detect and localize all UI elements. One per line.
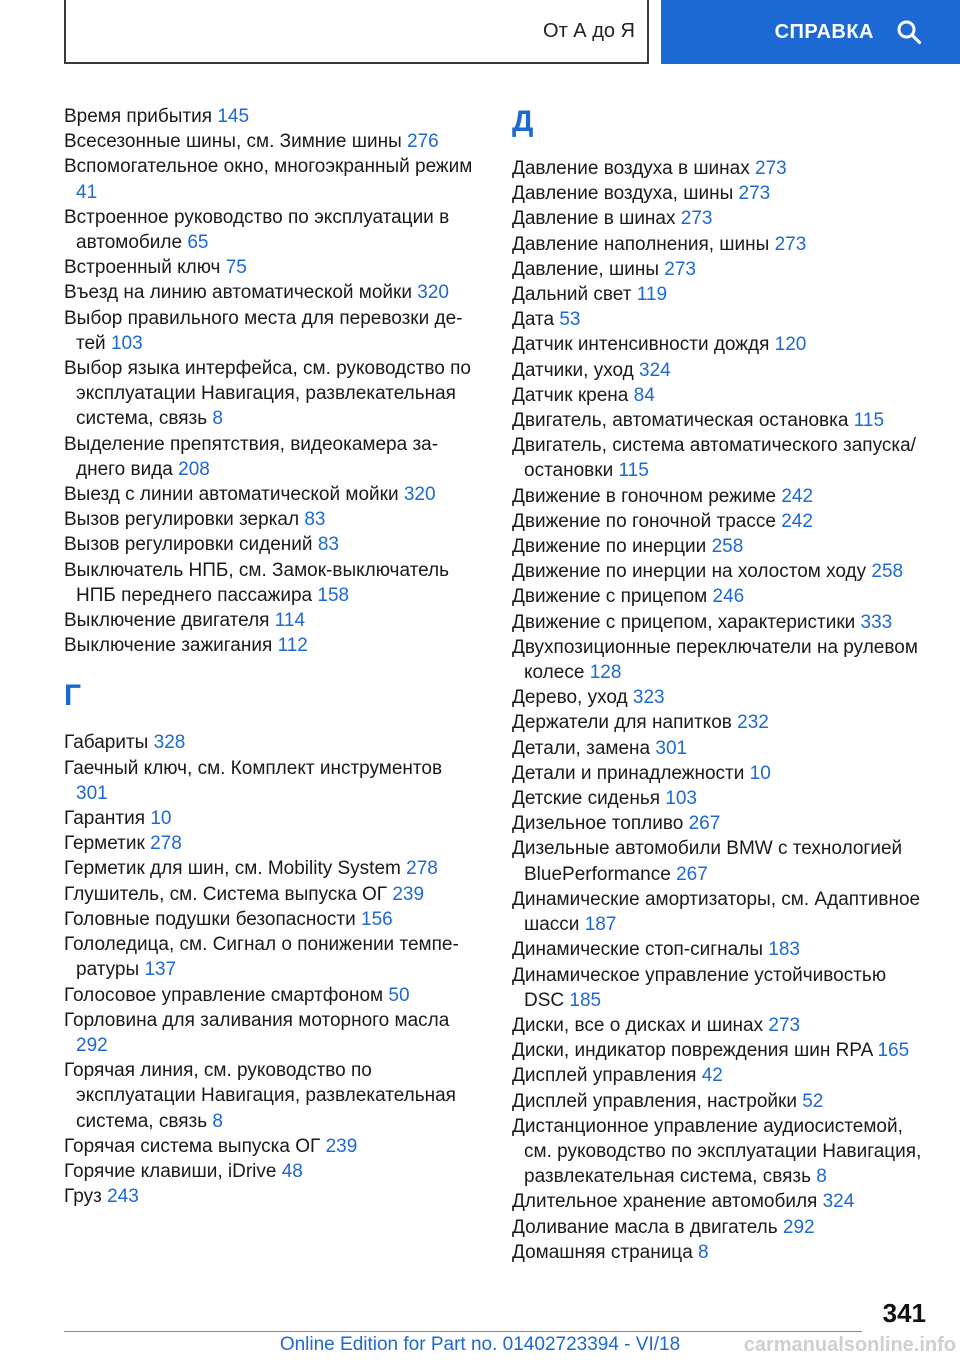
index-entry (512, 257, 928, 282)
index-page-link[interactable]: 258 (871, 561, 904, 583)
index-entry-text: Дистанционное управление аудиосистемой, см. руководство по эксплуатации Навигация, развлекательная система, связь (512, 1115, 922, 1188)
index-entry (64, 882, 474, 907)
edition-footer: Online Edition for Part no. 01402723394 - VI/18 (279, 1334, 681, 1355)
index-entry-text: Движение по инерции (512, 536, 707, 558)
index-entry-text: Выключение двигателя (64, 610, 270, 632)
index-entry-text: Движение по гоночной трассе (512, 510, 776, 532)
index-entry-text: Выбор языка интерфейса, см. руководство по эксплуатации Навигация, развлекательная система, связь (64, 358, 471, 430)
index-entry-text: Дальний свет (512, 284, 632, 306)
index-entry-text: Движение с прицепом, характеристики (512, 611, 856, 633)
index-entry (64, 255, 474, 280)
index-entry (512, 332, 928, 357)
index-entry (512, 937, 928, 962)
index-entry-text: Диски, все о дисках и шинах (512, 1014, 764, 1036)
page-number: 341 (882, 1298, 926, 1328)
index-entry-text: Герметик (64, 833, 145, 855)
index-entry (512, 710, 928, 735)
index-entry (512, 534, 928, 559)
index-page-link[interactable]: 128 (589, 662, 622, 684)
index-entry-text: Детали, замена (512, 737, 651, 759)
index-entry-text: Давление наполнения, шины (512, 233, 770, 255)
index-entry-text: Габариты (64, 732, 149, 754)
index-page-link[interactable]: 243 (107, 1186, 139, 1208)
index-entry-text: Двигатель, система автоматического запуска/остановки (512, 435, 916, 482)
index-entry-text: Выключатель НПБ, см. Замок-выключатель НПБ переднего пассажира (64, 559, 450, 606)
index-entry (512, 282, 928, 307)
index-page-link[interactable]: 239 (392, 883, 425, 905)
index-entry-text: Домашняя страница (512, 1241, 693, 1263)
az-tab-label: От А до Я (543, 19, 635, 42)
index-page-link[interactable]: 83 (317, 534, 339, 556)
index-page-link[interactable]: 333 (860, 611, 893, 633)
index-entry-text: Детали и принадлежности (512, 762, 745, 784)
index-page-link[interactable]: 165 (877, 1040, 910, 1062)
index-entry (64, 154, 474, 204)
index-entry-text: Горячая система выпуска ОГ (64, 1135, 321, 1157)
index-entry (64, 633, 474, 658)
index-entry (512, 685, 928, 710)
index-entry-text: Гаечный ключ, см. Комплект инструментов (64, 757, 443, 779)
index-column-right (512, 104, 928, 1265)
index-entry (64, 932, 474, 982)
index-page-link[interactable]: 187 (584, 914, 617, 936)
index-page-link[interactable]: 273 (774, 233, 807, 255)
index-page-link[interactable]: 246 (712, 586, 745, 608)
index-page-link[interactable]: 156 (361, 908, 393, 930)
index-entry-text: Датчик крена (512, 384, 629, 406)
index-entry (512, 408, 928, 433)
index-page-link[interactable]: 292 (76, 1034, 108, 1056)
index-page-link[interactable]: 8 (698, 1241, 709, 1263)
index-page-link[interactable]: 320 (403, 484, 436, 506)
index-entry (64, 432, 474, 482)
index-page-link[interactable]: 273 (755, 158, 787, 179)
index-entry (512, 786, 928, 811)
index-page-link[interactable]: 324 (639, 359, 671, 381)
index-entry (512, 484, 928, 509)
help-tab[interactable] (661, 0, 960, 64)
index-entry (512, 1013, 928, 1038)
index-entry-text: Датчики, уход (512, 359, 634, 381)
index-entry-text: Движение с прицепом (512, 586, 708, 608)
help-tab-label: СПРАВКА (774, 20, 874, 43)
index-entry (64, 482, 474, 507)
footer-divider (64, 1331, 862, 1332)
index-page-link[interactable]: 48 (281, 1160, 303, 1182)
index-entry (64, 205, 474, 255)
index-page-link[interactable]: 239 (325, 1135, 358, 1157)
index-entry (512, 736, 928, 761)
index-entry (512, 358, 928, 383)
index-page-link[interactable]: 75 (225, 257, 247, 279)
index-entry-text: Двигатель, автоматическая остановка (512, 410, 849, 432)
index-entry-text: Давление воздуха, шины (512, 183, 734, 205)
index-entry-text: Время прибытия (64, 106, 213, 127)
index-entry (512, 181, 928, 206)
index-page-link[interactable]: 114 (274, 610, 306, 632)
index-entry (512, 559, 928, 584)
index-entry (512, 307, 928, 332)
index-page-link[interactable]: 115 (853, 410, 885, 432)
index-page-link[interactable]: 242 (781, 510, 813, 532)
index-page-link[interactable]: 278 (150, 833, 182, 855)
index-column-left (64, 104, 474, 1209)
index-entry-text: Выбор правильного места для перевозки детей (64, 307, 463, 354)
index-page-link[interactable]: 119 (636, 284, 668, 306)
index-page-link[interactable]: 273 (680, 208, 713, 230)
index-page-link[interactable]: 137 (144, 959, 177, 981)
index-entry-text: Диски, индикатор повреждения шин RPA (512, 1040, 873, 1062)
index-page-link[interactable]: 273 (664, 258, 696, 280)
index-entry (512, 1215, 928, 1240)
index-page-link[interactable]: 112 (277, 635, 308, 657)
index-entry (512, 383, 928, 408)
index-entry-text: Всесезонные шины, см. Зимние шины (64, 131, 402, 153)
index-entry (64, 1159, 474, 1184)
index-page-link[interactable]: 323 (632, 687, 665, 709)
index-page-link[interactable]: 328 (153, 732, 186, 754)
index-entry-text: Горячие клавиши, iDrive (64, 1160, 277, 1182)
index-entry-text: Вызов регулировки сидений (64, 534, 313, 556)
watermark: carmanualsonline.info (743, 1334, 956, 1356)
index-entry (64, 730, 474, 755)
index-page-link[interactable]: 185 (569, 989, 602, 1011)
index-entry-text: Вызов регулировки зеркал (64, 509, 300, 531)
index-page-link[interactable]: 41 (76, 181, 98, 203)
index-entry (512, 635, 928, 685)
index-entry (512, 584, 928, 609)
index-entry (512, 206, 928, 231)
index-page-link[interactable]: 50 (388, 984, 410, 1006)
index-entry-text: Двухпозиционные переключатели на рулевом колесе (512, 636, 918, 684)
index-entry (512, 1189, 928, 1214)
index-entry-text: Дисплей управления (512, 1065, 697, 1087)
index-page-link[interactable]: 8 (212, 408, 223, 430)
index-entry (512, 433, 928, 483)
index-entry-text: Движение по инерции на холостом ходу (512, 561, 867, 583)
index-page-link[interactable]: 273 (768, 1014, 801, 1036)
index-page-link[interactable]: 42 (701, 1065, 723, 1087)
index-entry (64, 129, 474, 154)
index-entry-text: Выделение препятствия, видеокамера заднего вида (64, 433, 439, 480)
index-entry (512, 761, 928, 786)
index-page-link[interactable]: 115 (618, 460, 649, 482)
index-entry-text: Встроенное руководство по эксплуатации в автомобиле (64, 206, 450, 254)
index-page-link[interactable]: 276 (407, 131, 439, 153)
index-page-link[interactable]: 301 (655, 737, 688, 759)
index-page-link[interactable]: 183 (768, 939, 800, 961)
index-entry-text: Дата (512, 309, 555, 331)
index-entry (512, 1038, 928, 1063)
index-page-link[interactable]: 278 (406, 858, 438, 880)
index-entry-text: Детские сиденья (512, 788, 661, 810)
index-page-link[interactable]: 65 (187, 232, 209, 254)
index-entry-text: Горловина для заливания моторного масла (64, 1009, 450, 1031)
index-entry (64, 104, 474, 129)
index-entry (64, 507, 474, 532)
index-entry-text: Въезд на линию автоматической мойки (64, 282, 412, 304)
index-entry (64, 356, 474, 432)
index-entry-text: Дерево, уход (512, 687, 628, 709)
index-page-link[interactable]: 84 (633, 384, 655, 406)
index-entry-text: Доливание масла в двигатель (512, 1216, 778, 1238)
index-entry-text: Динамические амортизаторы, см. Адаптивное шасси (512, 888, 921, 936)
index-list-g (64, 730, 474, 1209)
index-page-link[interactable]: 103 (110, 332, 143, 354)
index-page-link[interactable]: 10 (150, 808, 172, 830)
index-page-link[interactable]: 320 (417, 282, 449, 304)
index-page-link[interactable]: 242 (781, 485, 814, 507)
index-entry-text: Держатели для напитков (512, 712, 732, 734)
index-entry (512, 610, 928, 635)
index-entry-text: Гарантия (64, 808, 146, 830)
index-entry-text: Давление воздуха в шинах (512, 158, 750, 179)
index-entry-text: Герметик для шин, см. Mobility System (64, 858, 401, 880)
index-entry-text: Давление, шины (512, 258, 659, 280)
index-page-link[interactable]: 158 (317, 584, 350, 606)
index-list-v (64, 104, 474, 658)
index-entry (64, 558, 474, 608)
index-entry (512, 811, 928, 836)
index-entry-text: Движение в гоночном режиме (512, 485, 777, 507)
index-page-link[interactable]: 208 (178, 458, 210, 480)
index-entry-text: Дизельное топливо (512, 813, 684, 835)
index-entry-text: Встроенный ключ (64, 257, 221, 279)
index-entry (64, 532, 474, 557)
index-page-link[interactable]: 267 (688, 813, 721, 835)
index-page-link[interactable]: 120 (774, 334, 807, 356)
index-page-link[interactable]: 232 (737, 712, 769, 734)
index-entry (64, 1008, 474, 1058)
index-entry (512, 1063, 928, 1088)
index-entry-text: Глушитель, см. Система выпуска ОГ (64, 883, 388, 905)
index-entry-text: Груз (64, 1186, 102, 1208)
index-entry (64, 306, 474, 356)
index-page-link[interactable]: 292 (782, 1216, 815, 1238)
index-entry-text: Дисплей управления, настройки (512, 1090, 797, 1112)
index-page-link[interactable]: 273 (738, 183, 771, 205)
index-entry-text: Вспомогательное окно, многоэкранный режим (64, 156, 473, 178)
index-entry-text: Голосовое управление смартфоном (64, 984, 384, 1006)
index-entry (512, 156, 928, 181)
index-entry (512, 887, 928, 937)
index-page-link[interactable]: 301 (76, 782, 108, 804)
index-entry-text: Давление в шинах (512, 208, 676, 230)
index-entry (64, 856, 474, 881)
index-page-link[interactable]: 258 (711, 536, 744, 558)
index-list-d (512, 156, 928, 1265)
index-page-link[interactable]: 103 (665, 788, 697, 810)
index-entry-text: Дизельные автомобили BMW с технологией BluePerformance (512, 838, 903, 885)
index-page-link[interactable]: 83 (304, 509, 326, 531)
index-entry-text: Гололедица, см. Сигнал о понижении температуры (64, 934, 459, 981)
index-entry-text: Длительное хранение автомобиля (512, 1191, 818, 1213)
index-entry-text: Выключение зажигания (64, 635, 273, 657)
index-entry (64, 1184, 474, 1209)
index-entry (512, 963, 928, 1013)
index-page-link[interactable]: 53 (559, 309, 581, 331)
index-entry (512, 836, 928, 886)
index-entry (512, 1240, 928, 1265)
index-entry (64, 1134, 474, 1159)
index-page-link[interactable]: 8 (212, 1110, 223, 1132)
index-entry (512, 232, 928, 257)
letter-heading-g: Г (64, 679, 82, 713)
index-entry-text: Динамические стоп-сигналы (512, 939, 763, 961)
index-entry (64, 756, 474, 806)
index-page-link[interactable]: 8 (816, 1166, 827, 1188)
index-page-link[interactable]: 52 (802, 1090, 824, 1112)
index-entry (64, 907, 474, 932)
search-icon[interactable] (896, 19, 922, 45)
index-entry (64, 608, 474, 633)
index-page-link[interactable]: 324 (822, 1191, 855, 1213)
index-entry-text: Головные подушки безопасности (64, 908, 356, 930)
index-entry-text: Выезд с линии автоматической мойки (64, 484, 399, 506)
index-entry (512, 1114, 928, 1190)
index-entry (512, 1089, 928, 1114)
index-entry (512, 509, 928, 534)
index-entry (64, 1058, 474, 1134)
index-entry-text: Датчик интенсивности дождя (512, 334, 770, 356)
az-tab[interactable] (64, 0, 649, 64)
index-page-link[interactable]: 145 (217, 106, 250, 127)
index-entry (64, 806, 474, 831)
index-page-link[interactable]: 267 (676, 863, 708, 885)
index-page-link[interactable]: 10 (749, 762, 771, 784)
index-entry-text: Горячая линия, см. руководство по эксплуатации Навигация, развлекательная система, связь (64, 1060, 456, 1132)
letter-heading-d: Д (512, 105, 534, 138)
index-entry (64, 280, 474, 305)
index-entry (64, 831, 474, 856)
index-entry (64, 983, 474, 1008)
index-entry-text: Динамическое управление устойчивостью DSC (512, 964, 887, 1011)
